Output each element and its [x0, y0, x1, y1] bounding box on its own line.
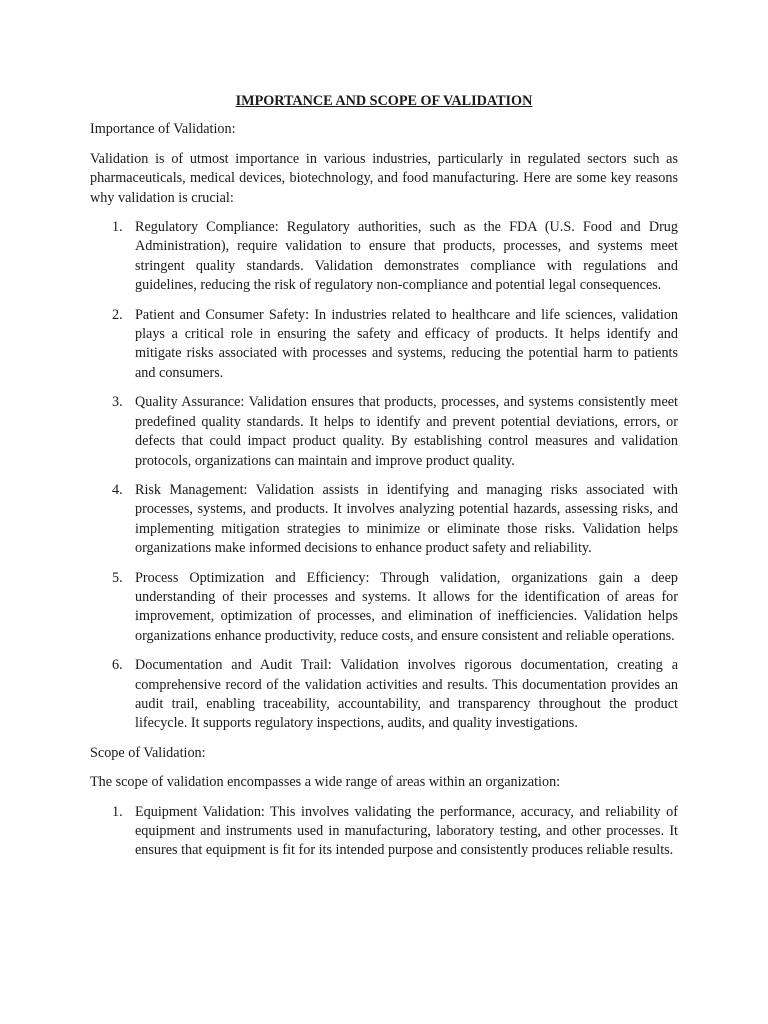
list-item-text: Equipment Validation: This involves validating the performance, accuracy, and reliability of equipment and instruments used in manufacturing, laboratory testing, and other processes. It ensures that equipment is fit for its intended purpose and consistently produces reliable results.: [135, 803, 678, 859]
scope-heading: Scope of Validation:: [90, 744, 206, 761]
importance-list: [90, 218, 678, 734]
list-item-text: Patient and Consumer Safety: In industries related to healthcare and life sciences, validation plays a critical role in ensuring the safety and efficacy of products. It helps identify and mitigate risks associated with processes and systems, reducing the potential harm to patients and consumers.: [135, 306, 678, 381]
list-item-number: 1.: [112, 219, 123, 236]
list-item-text: Regulatory Compliance: Regulatory authorities, such as the FDA (U.S. Food and Drug Administration), require validation to ensure that products, processes, and systems meet stringent quality standards. Validation demonstrates compliance with regulations and guidelines, reducing the risk of regulatory non-compliance and potential legal consequences.: [135, 219, 678, 294]
list-item-number: 1.: [112, 803, 123, 820]
importance-heading: Importance of Validation:: [90, 121, 236, 138]
list-item-text: Quality Assurance: Validation ensures that products, processes, and systems consistently meet predefined quality standards. It helps to identify and prevent potential deviations, errors, or defects that could impact product quality. By establishing control measures and validation protocols, organizations can maintain and improve product quality.: [135, 394, 678, 469]
list-item: [90, 393, 678, 471]
list-item: [90, 803, 678, 861]
document-page: [90, 92, 678, 871]
list-item-number: 4.: [112, 481, 123, 498]
list-item: [90, 218, 678, 296]
importance-intro: Validation is of utmost importance in various industries, particularly in regulated sectors such as pharmaceuticals, medical devices, biotechnology, and food manufacturing. Here are some key reasons why validation is crucial:: [90, 150, 678, 206]
list-item-text: Process Optimization and Efficiency: Through validation, organizations gain a deep understanding of their processes and systems. It allows for the identification of areas for improvement, optimization of processes, and elimination of inefficiencies. Validation helps organizations enhance productivity, reduce costs, and ensure consistent and reliable operations.: [135, 569, 678, 644]
list-item-number: 6.: [112, 657, 123, 674]
scope-intro: The scope of validation encompasses a wide range of areas within an organization:: [90, 774, 561, 791]
scope-list: [90, 803, 678, 861]
list-item-text: Documentation and Audit Trail: Validation involves rigorous documentation, creating a comprehensive record of the validation activities and results. This documentation provides an audit trail, enabling traceability, accountability, and transparency throughout the product lifecycle. It supports regulatory inspections, audits, and quality investigations.: [135, 657, 678, 732]
list-item-text: Risk Management: Validation assists in identifying and managing risks associated with processes, systems, and products. It involves analyzing potential hazards, assessing risks, and implementing mitigation strategies to minimize or eliminate those risks. Validation helps organizations make informed decisions to enhance product safety and reliability.: [135, 481, 678, 557]
list-item-number: 2.: [112, 306, 123, 323]
list-item: [90, 569, 678, 647]
list-item-number: 5.: [112, 569, 123, 586]
document-title: IMPORTANCE AND SCOPE OF VALIDATION: [235, 93, 533, 109]
list-item: [90, 656, 678, 734]
list-item: [90, 306, 678, 384]
list-item-number: 3.: [112, 394, 123, 411]
list-item: [90, 481, 678, 559]
